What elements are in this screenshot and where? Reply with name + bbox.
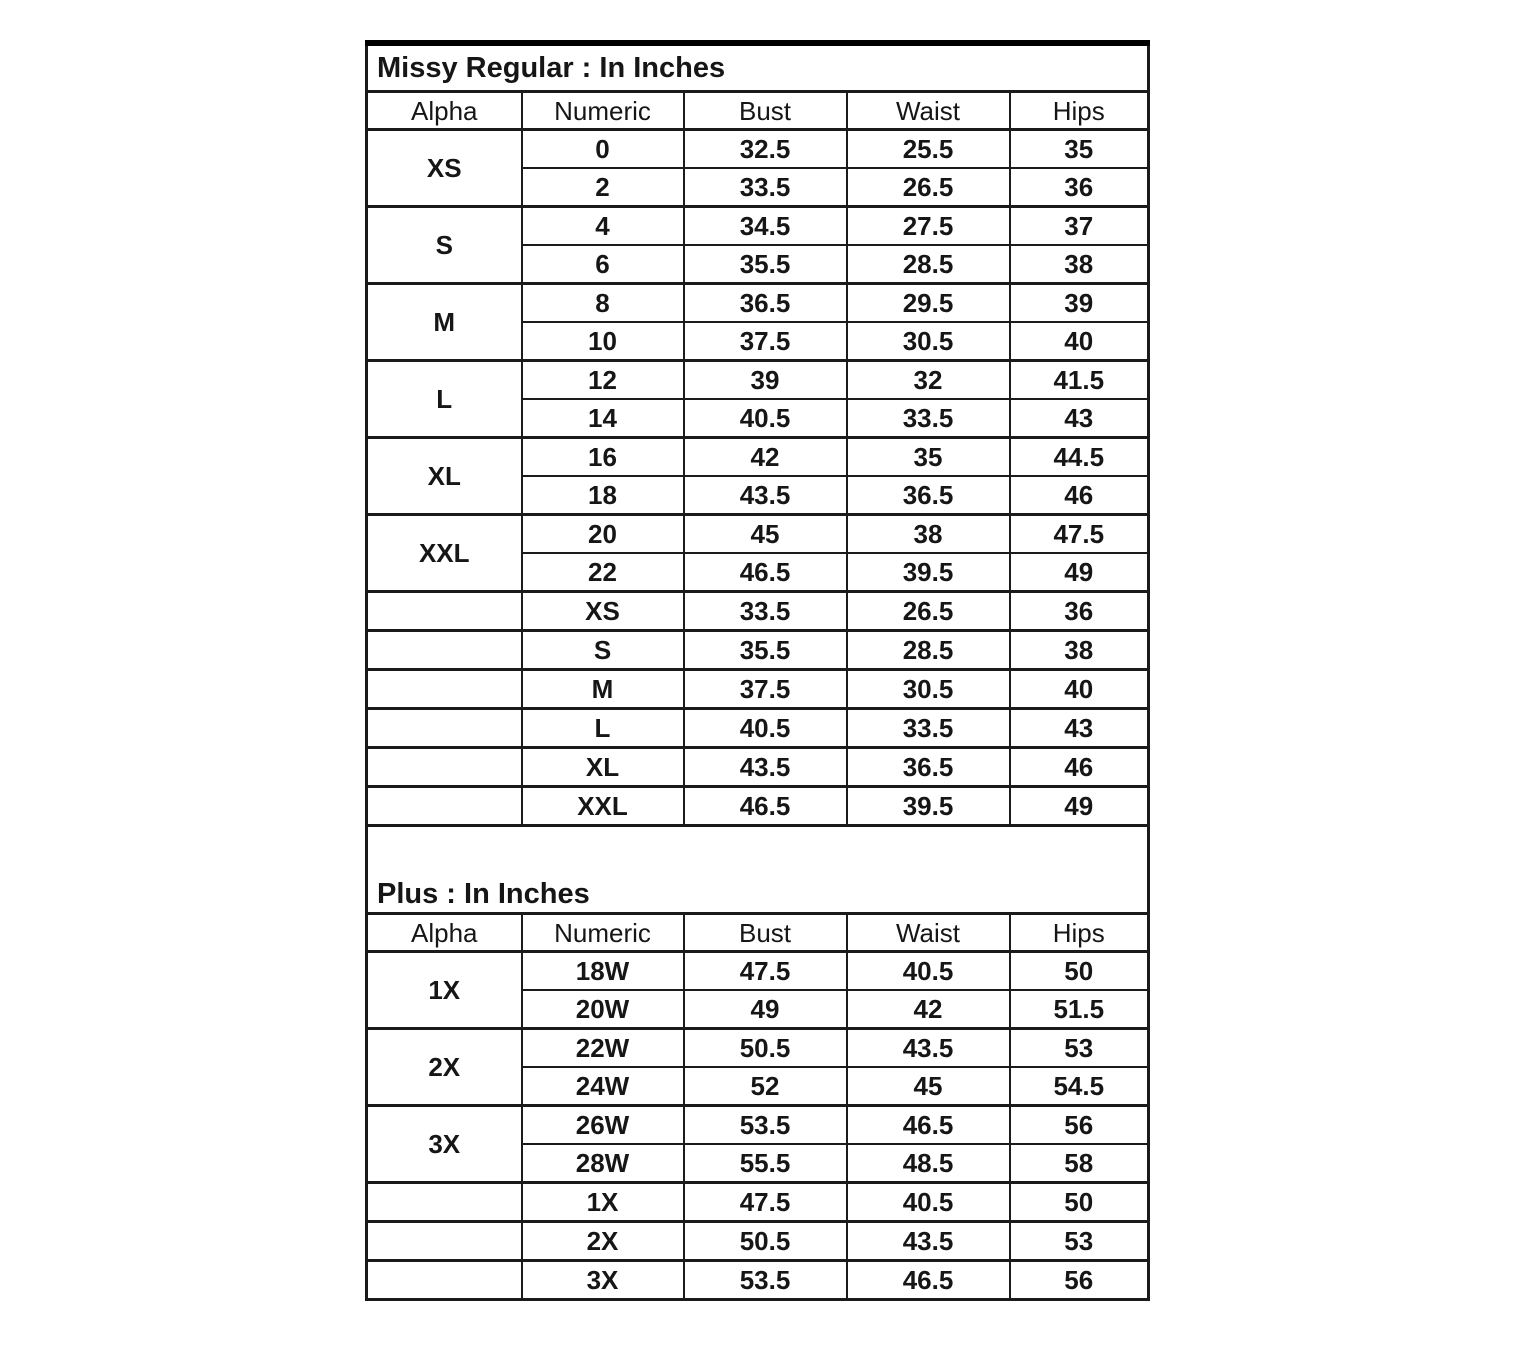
hips-cell: 35 <box>1010 130 1149 169</box>
numeric-cell: 14 <box>522 399 684 438</box>
waist-cell: 33.5 <box>847 399 1010 438</box>
waist-cell: 29.5 <box>847 284 1010 323</box>
alpha-group-cell: XL <box>367 438 522 515</box>
numeric-cell: 28W <box>522 1144 684 1183</box>
hips-cell: 49 <box>1010 553 1149 592</box>
numeric-cell: 8 <box>522 284 684 323</box>
hips-cell: 36 <box>1010 592 1149 631</box>
empty-alpha-cell <box>367 1222 522 1261</box>
bust-cell: 40.5 <box>684 709 847 748</box>
hips-cell: 49 <box>1010 787 1149 826</box>
header-waist: Waist <box>847 914 1010 952</box>
bust-cell: 50.5 <box>684 1222 847 1261</box>
numeric-cell: 22W <box>522 1029 684 1068</box>
bust-cell: 43.5 <box>684 748 847 787</box>
bust-cell: 35.5 <box>684 631 847 670</box>
table-row <box>367 92 1149 130</box>
numeric-cell: S <box>522 631 684 670</box>
numeric-cell: 10 <box>522 322 684 361</box>
bust-cell: 46.5 <box>684 787 847 826</box>
table-row <box>367 438 1149 477</box>
numeric-cell: 6 <box>522 245 684 284</box>
numeric-cell: 22 <box>522 553 684 592</box>
table-row <box>367 787 1149 826</box>
table-row <box>367 1183 1149 1222</box>
hips-cell: 43 <box>1010 709 1149 748</box>
table-row <box>367 670 1149 709</box>
bust-cell: 34.5 <box>684 207 847 246</box>
header-hips: Hips <box>1010 914 1149 952</box>
waist-cell: 28.5 <box>847 631 1010 670</box>
bust-cell: 47.5 <box>684 1183 847 1222</box>
table-row <box>367 631 1149 670</box>
numeric-cell: 20 <box>522 515 684 554</box>
bust-cell: 42 <box>684 438 847 477</box>
missy-table-title: Missy Regular : In Inches <box>367 43 1149 92</box>
table-row <box>367 207 1149 246</box>
bust-cell: 50.5 <box>684 1029 847 1068</box>
table-row <box>367 284 1149 323</box>
numeric-cell: M <box>522 670 684 709</box>
numeric-cell: 18 <box>522 476 684 515</box>
table-row <box>367 592 1149 631</box>
numeric-cell: XL <box>522 748 684 787</box>
hips-cell: 40 <box>1010 322 1149 361</box>
waist-cell: 26.5 <box>847 168 1010 207</box>
numeric-cell: 16 <box>522 438 684 477</box>
hips-cell: 41.5 <box>1010 361 1149 400</box>
bust-cell: 37.5 <box>684 322 847 361</box>
hips-cell: 39 <box>1010 284 1149 323</box>
waist-cell: 33.5 <box>847 709 1010 748</box>
hips-cell: 38 <box>1010 245 1149 284</box>
table-row <box>367 826 1149 914</box>
empty-alpha-cell <box>367 592 522 631</box>
empty-alpha-cell <box>367 1261 522 1300</box>
bust-cell: 53.5 <box>684 1106 847 1145</box>
hips-cell: 36 <box>1010 168 1149 207</box>
alpha-group-cell: XXL <box>367 515 522 592</box>
waist-cell: 36.5 <box>847 748 1010 787</box>
hips-cell: 44.5 <box>1010 438 1149 477</box>
table-row <box>367 952 1149 991</box>
table-row <box>367 1261 1149 1300</box>
header-alpha: Alpha <box>367 914 522 952</box>
waist-cell: 39.5 <box>847 787 1010 826</box>
hips-cell: 53 <box>1010 1029 1149 1068</box>
header-numeric: Numeric <box>522 914 684 952</box>
bust-cell: 32.5 <box>684 130 847 169</box>
numeric-cell: 12 <box>522 361 684 400</box>
waist-cell: 39.5 <box>847 553 1010 592</box>
table-row <box>367 1222 1149 1261</box>
header-numeric: Numeric <box>522 92 684 130</box>
alpha-group-cell: S <box>367 207 522 284</box>
waist-cell: 40.5 <box>847 1183 1010 1222</box>
hips-cell: 46 <box>1010 748 1149 787</box>
waist-cell: 46.5 <box>847 1106 1010 1145</box>
hips-cell: 58 <box>1010 1144 1149 1183</box>
bust-cell: 49 <box>684 990 847 1029</box>
alpha-group-cell: 1X <box>367 952 522 1029</box>
bust-cell: 53.5 <box>684 1261 847 1300</box>
hips-cell: 50 <box>1010 952 1149 991</box>
waist-cell: 45 <box>847 1067 1010 1106</box>
hips-cell: 54.5 <box>1010 1067 1149 1106</box>
alpha-group-cell: M <box>367 284 522 361</box>
empty-alpha-cell <box>367 709 522 748</box>
waist-cell: 30.5 <box>847 670 1010 709</box>
empty-alpha-cell <box>367 787 522 826</box>
table-row <box>367 709 1149 748</box>
hips-cell: 37 <box>1010 207 1149 246</box>
numeric-cell: XXL <box>522 787 684 826</box>
hips-cell: 40 <box>1010 670 1149 709</box>
waist-cell: 25.5 <box>847 130 1010 169</box>
hips-cell: 46 <box>1010 476 1149 515</box>
empty-alpha-cell <box>367 670 522 709</box>
size-chart-table <box>365 40 1150 1301</box>
table-row <box>367 1029 1149 1068</box>
hips-cell: 38 <box>1010 631 1149 670</box>
numeric-cell: 4 <box>522 207 684 246</box>
waist-cell: 38 <box>847 515 1010 554</box>
numeric-cell: L <box>522 709 684 748</box>
numeric-cell: 24W <box>522 1067 684 1106</box>
waist-cell: 30.5 <box>847 322 1010 361</box>
waist-cell: 40.5 <box>847 952 1010 991</box>
table-row <box>367 130 1149 169</box>
bust-cell: 46.5 <box>684 553 847 592</box>
hips-cell: 56 <box>1010 1106 1149 1145</box>
hips-cell: 47.5 <box>1010 515 1149 554</box>
bust-cell: 36.5 <box>684 284 847 323</box>
bust-cell: 37.5 <box>684 670 847 709</box>
bust-cell: 55.5 <box>684 1144 847 1183</box>
waist-cell: 48.5 <box>847 1144 1010 1183</box>
header-waist: Waist <box>847 92 1010 130</box>
waist-cell: 28.5 <box>847 245 1010 284</box>
numeric-cell: 3X <box>522 1261 684 1300</box>
numeric-cell: 20W <box>522 990 684 1029</box>
numeric-cell: 1X <box>522 1183 684 1222</box>
table-row <box>367 914 1149 952</box>
hips-cell: 53 <box>1010 1222 1149 1261</box>
waist-cell: 46.5 <box>847 1261 1010 1300</box>
empty-alpha-cell <box>367 631 522 670</box>
bust-cell: 43.5 <box>684 476 847 515</box>
bust-cell: 45 <box>684 515 847 554</box>
hips-cell: 43 <box>1010 399 1149 438</box>
alpha-group-cell: XS <box>367 130 522 207</box>
empty-alpha-cell <box>367 1183 522 1222</box>
alpha-group-cell: 3X <box>367 1106 522 1183</box>
plus-table-title: Plus : In Inches <box>367 826 1149 914</box>
hips-cell: 56 <box>1010 1261 1149 1300</box>
waist-cell: 32 <box>847 361 1010 400</box>
numeric-cell: 2 <box>522 168 684 207</box>
header-bust: Bust <box>684 92 847 130</box>
numeric-cell: 26W <box>522 1106 684 1145</box>
bust-cell: 33.5 <box>684 168 847 207</box>
hips-cell: 51.5 <box>1010 990 1149 1029</box>
bust-cell: 39 <box>684 361 847 400</box>
alpha-group-cell: 2X <box>367 1029 522 1106</box>
waist-cell: 27.5 <box>847 207 1010 246</box>
header-hips: Hips <box>1010 92 1149 130</box>
numeric-cell: XS <box>522 592 684 631</box>
bust-cell: 40.5 <box>684 399 847 438</box>
table-row <box>367 361 1149 400</box>
table-row <box>367 43 1149 92</box>
waist-cell: 36.5 <box>847 476 1010 515</box>
bust-cell: 52 <box>684 1067 847 1106</box>
empty-alpha-cell <box>367 748 522 787</box>
numeric-cell: 2X <box>522 1222 684 1261</box>
table-row <box>367 515 1149 554</box>
numeric-cell: 18W <box>522 952 684 991</box>
alpha-group-cell: L <box>367 361 522 438</box>
waist-cell: 35 <box>847 438 1010 477</box>
hips-cell: 50 <box>1010 1183 1149 1222</box>
waist-cell: 43.5 <box>847 1222 1010 1261</box>
header-bust: Bust <box>684 914 847 952</box>
header-alpha: Alpha <box>367 92 522 130</box>
bust-cell: 35.5 <box>684 245 847 284</box>
numeric-cell: 0 <box>522 130 684 169</box>
waist-cell: 43.5 <box>847 1029 1010 1068</box>
table-row <box>367 1106 1149 1145</box>
table-row <box>367 748 1149 787</box>
bust-cell: 47.5 <box>684 952 847 991</box>
bust-cell: 33.5 <box>684 592 847 631</box>
waist-cell: 42 <box>847 990 1010 1029</box>
waist-cell: 26.5 <box>847 592 1010 631</box>
